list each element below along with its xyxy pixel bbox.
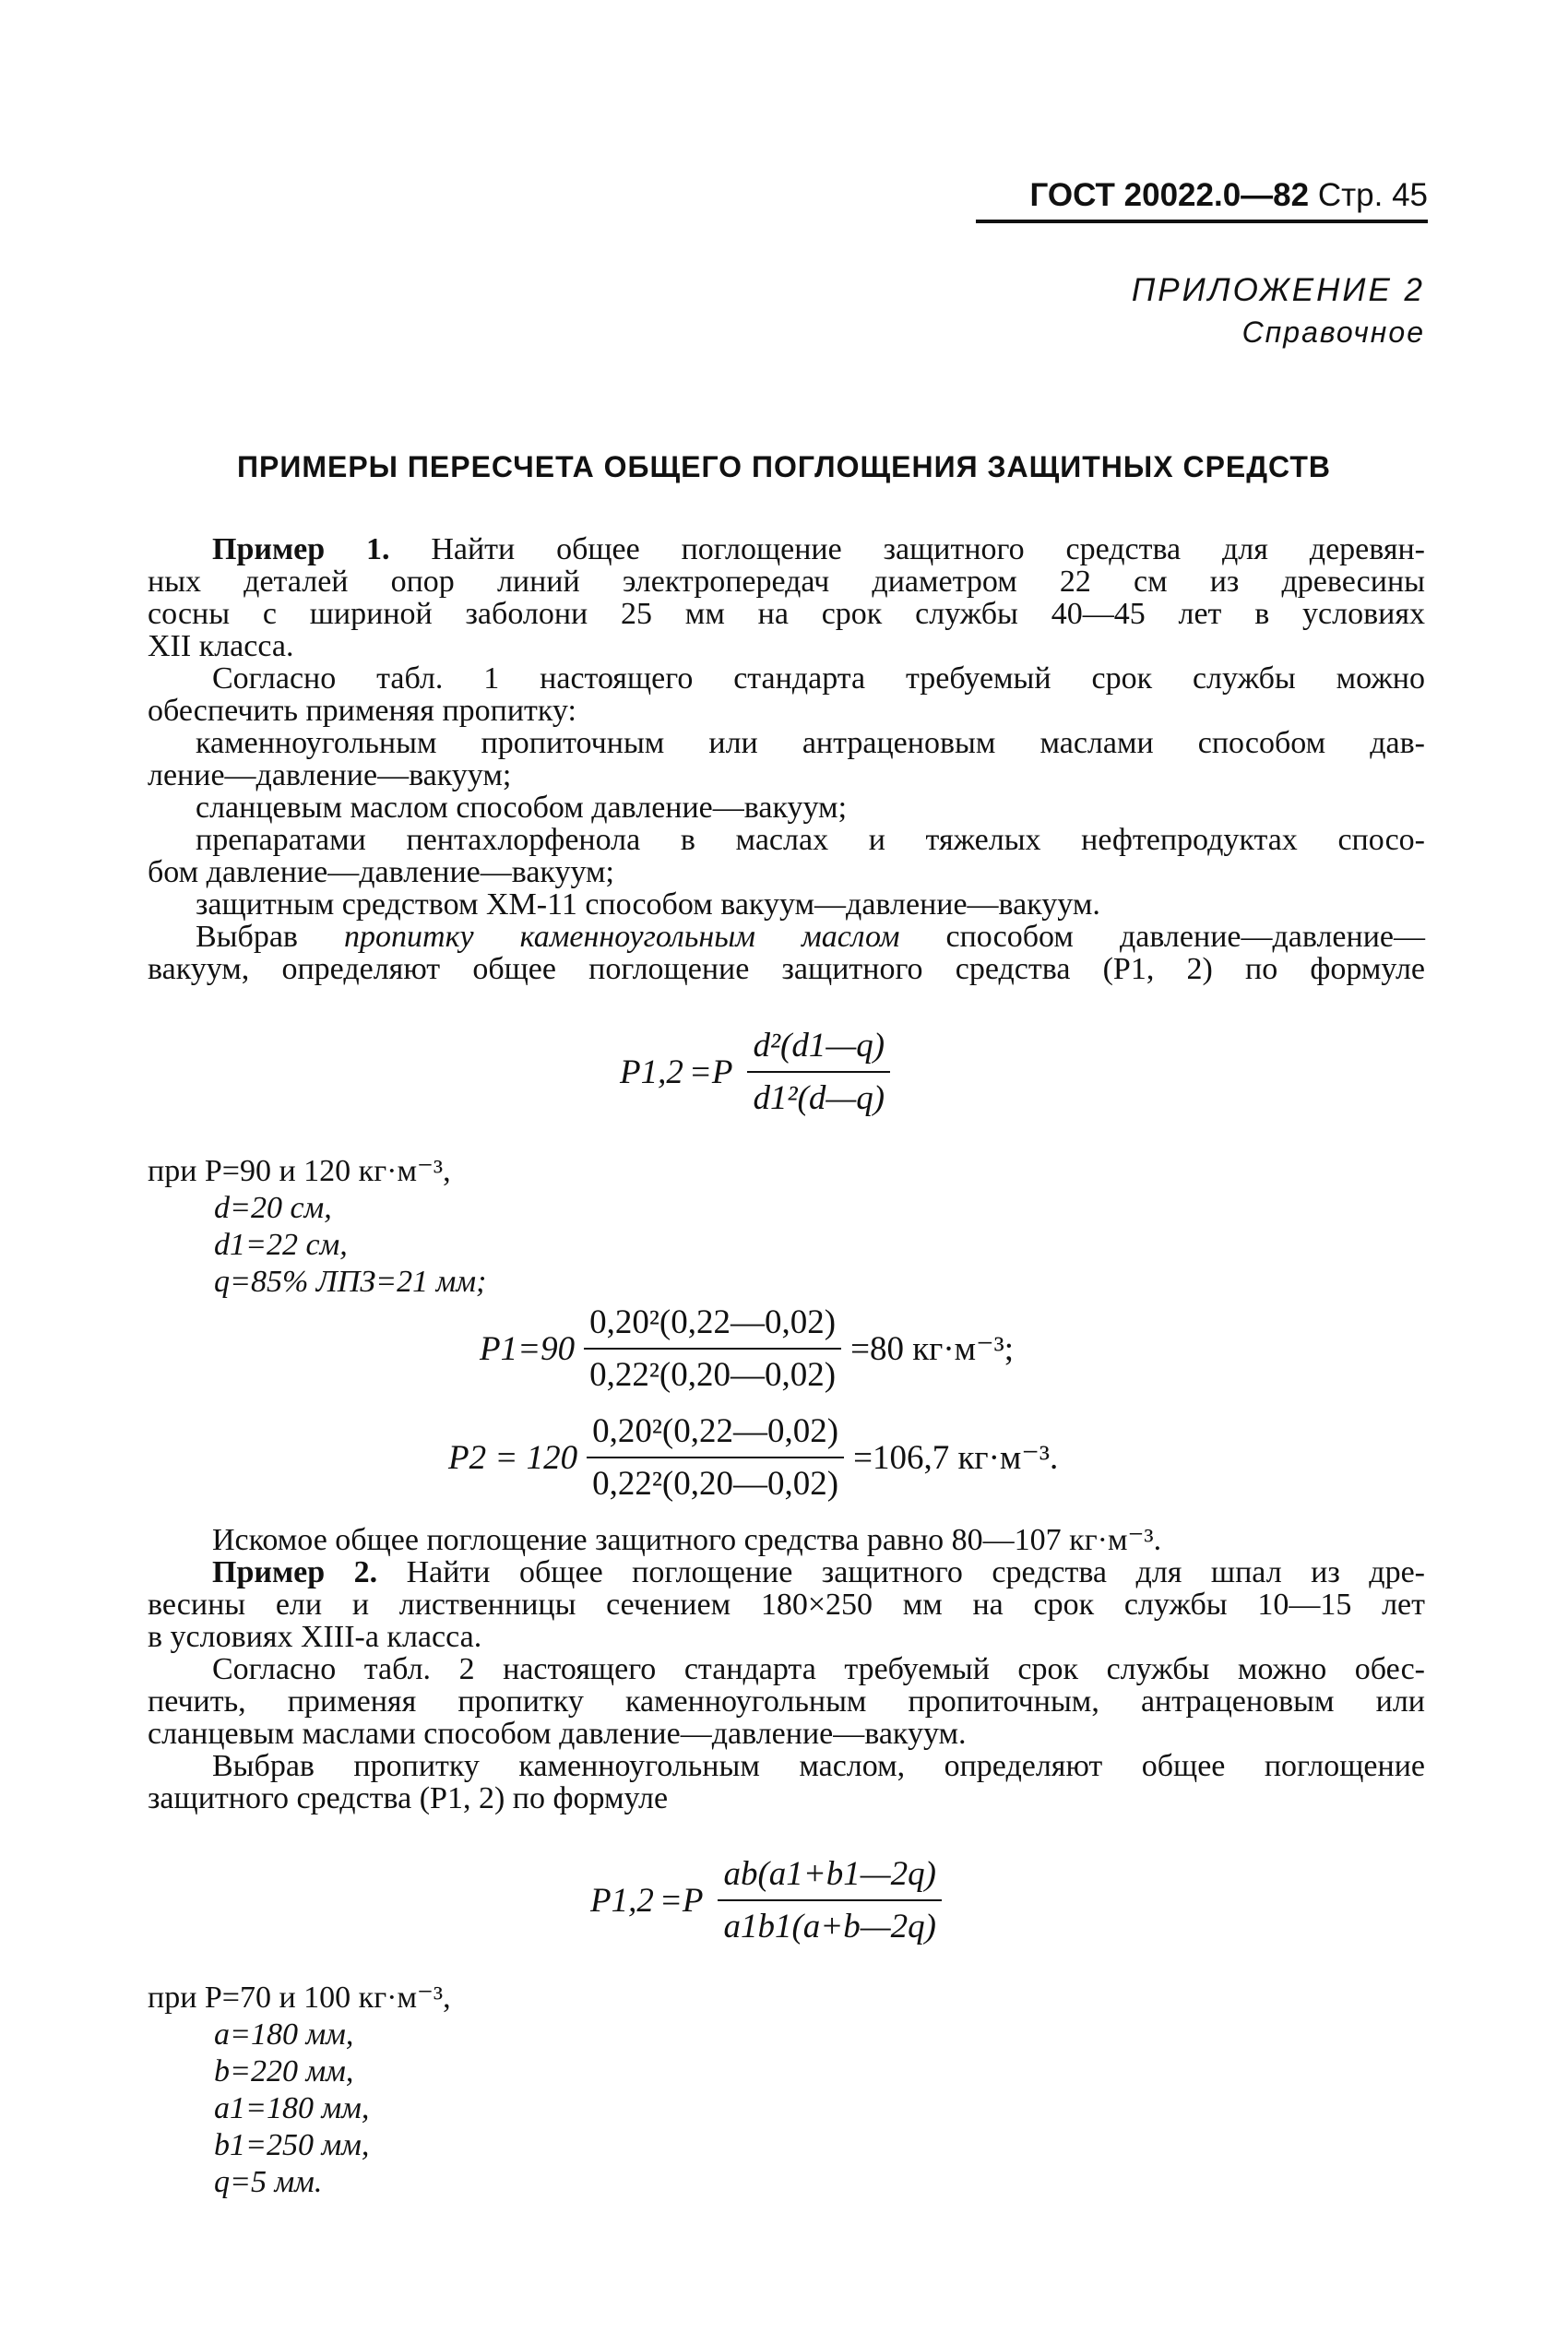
paragraph-line: сосны с шириной заболони 25 мм на срок службы 40—45 лет в условиях — [148, 597, 1425, 631]
list-item-continuation: ление—давление—вакуум; — [148, 758, 512, 792]
paragraph-line: ных деталей опор линий электропередач диаметром 22 см из древесины — [148, 565, 1425, 599]
paragraph-line: Пример 2. Найти общее поглощение защитного средства для шпал из дре- — [212, 1555, 1425, 1589]
example1-text — [148, 533, 1425, 985]
list-item: препаратами пентахлорфенола в маслах и тяжелых нефтепродуктах спосо- — [196, 823, 1425, 857]
paragraph-line: вакуум, определяют общее поглощение защитного средства (P1, 2) по формуле — [148, 952, 1425, 986]
example2-text — [148, 1524, 1425, 1814]
example-label: Пример 1. — [212, 532, 390, 566]
example2-parameters: при P=70 и 100 кг·м⁻³, a=180 мм, b=220 мм, a1=180 мм, b1=250 мм, q=5 мм. — [148, 1981, 451, 2199]
paragraph-line: обеспечить применяя пропитку: — [148, 694, 576, 728]
paragraph-line: XII класса. — [148, 629, 294, 663]
paragraph-line: в условиях XIII-а класса. — [148, 1620, 482, 1654]
paragraph-line: Пример 1. Найти общее поглощение защитного средства для деревян- — [212, 532, 1426, 566]
list-item-continuation: бом давление—давление—вакуум; — [148, 855, 614, 889]
paragraph-line: Согласно табл. 1 настоящего стандарта требуемый срок службы можно — [212, 661, 1425, 696]
section-title: ПРИМЕРЫ ПЕРЕСЧЕТА ОБЩЕГО ПОГЛОЩЕНИЯ ЗАЩИТНЫХ СРЕДСТВ — [236, 450, 1332, 483]
appendix-label — [1132, 269, 1425, 352]
page-header — [976, 175, 1428, 223]
paragraph-line: Выбрав пропитку каменноугольным маслом способом давление—давление— — [196, 920, 1426, 954]
formula-p12-example1: P1,2 =P $\frac{\text{d²(d1—q)}}{\text{d1²(d—q)}}$ — [620, 1026, 899, 1118]
result-line: Искомое общее поглощение защитного средства равно 80—107 кг·м⁻³. — [212, 1523, 1162, 1557]
paragraph-line: Согласно табл. 2 настоящего стандарта требуемый срок службы можно обес- — [212, 1652, 1425, 1686]
list-item: защитным средством ХМ-11 способом вакуум—давление—вакуум. — [196, 887, 1100, 922]
example-label: Пример 2. — [212, 1555, 378, 1589]
page-number: Стр. 45 — [1317, 177, 1428, 213]
calculation-p1: P1=90 $\frac{\text{0,20²(0,22—0,02)}}{\text{0,22²(0,20—0,02)}}$ =80 кг·м⁻³; — [480, 1303, 1014, 1394]
standard-number: ГОСТ 20022.0—82 — [1029, 177, 1310, 213]
paragraph-line: сланцевым маслами способом давление—давление—вакуум. — [148, 1717, 967, 1751]
appendix-number: ПРИЛОЖЕНИЕ 2 — [1131, 272, 1425, 308]
paragraph-line: Выбрав пропитку каменноугольным маслом, определяют общее поглощение — [212, 1749, 1425, 1783]
appendix-kind: Справочное — [1241, 315, 1425, 349]
example1-parameters: при P=90 и 120 кг·м⁻³, d=20 см, d1=22 см, q=85% ЛПЗ=21 мм; — [148, 1154, 487, 1299]
paragraph-line: весины ели и лиственницы сечением 180×250 мм на срок службы 10—15 лет — [148, 1588, 1425, 1622]
list-item: сланцевым маслом способом давление—вакуум; — [196, 791, 848, 825]
calculation-p2: P2 = 120 $\frac{\text{0,20²(0,22—0,02)}}{\text{0,22²(0,20—0,02)}}$ =106,7 кг·м⁻³. — [448, 1412, 1059, 1503]
formula-p12-example2: P1,2 =P $\frac{ab(a1+b1—2q)}{a1b1(a+b—2q)}$ — [590, 1854, 951, 1946]
paragraph-line: печить, применяя пропитку каменноугольным пропиточным, антраценовым или — [148, 1684, 1425, 1719]
list-item: каменноугольным пропиточным или антраценовым маслами способом дав- — [196, 726, 1425, 760]
paragraph-line: защитного средства (P1, 2) по формуле — [148, 1781, 669, 1815]
